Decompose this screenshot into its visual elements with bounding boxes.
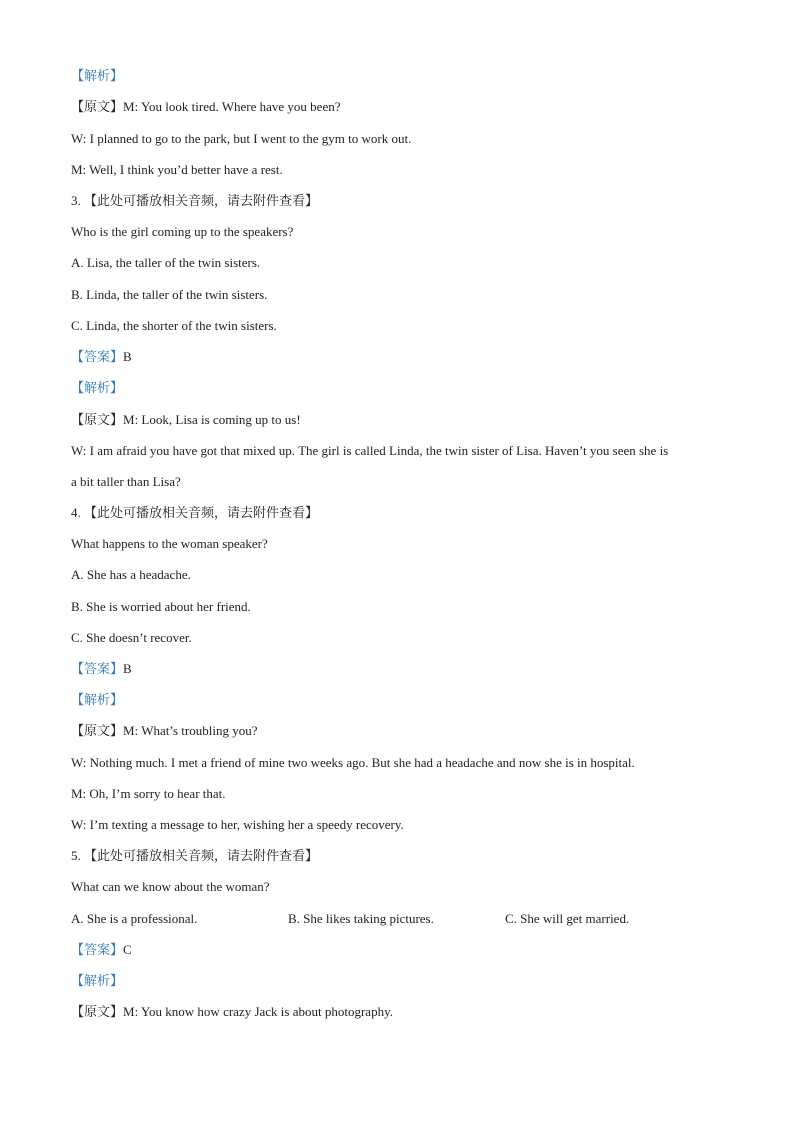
answer-line: 【答案】B [71, 661, 132, 677]
question-5-heading: 5. 【此处可播放相关音频，请去附件查看】 [71, 848, 319, 863]
transcript-line: W: I am afraid you have got that mixed up. The girl is called Linda, the twin sister of Lisa. Haven’t you seen she is [71, 443, 669, 458]
analysis-label: 【解析】 [71, 693, 124, 708]
question-3-option-b: B. Linda, the taller of the twin sisters. [71, 287, 268, 302]
transcript-line: 【原文】M: Look, Lisa is coming up to us! [71, 412, 301, 428]
question-4-option-b: B. She is worried about her friend. [71, 599, 251, 614]
question-3-prompt: Who is the girl coming up to the speakers? [71, 224, 294, 239]
question-5-prompt: What can we know about the woman? [71, 879, 270, 894]
question-4-heading: 4. 【此处可播放相关音频，请去附件查看】 [71, 505, 319, 520]
transcript-line: M: Well, I think you’d better have a rest. [71, 162, 283, 177]
answer-line: 【答案】C [71, 942, 132, 958]
analysis-label: 【解析】 [71, 69, 124, 84]
question-5-option-a: A. She is a professional. [71, 911, 198, 926]
question-4-option-c: C. She doesn’t recover. [71, 630, 192, 645]
question-3-option-a: A. Lisa, the taller of the twin sisters. [71, 255, 261, 270]
transcript-line: W: I’m texting a message to her, wishing her a speedy recovery. [71, 817, 404, 832]
transcript-line: 【原文】M: You look tired. Where have you been? [71, 99, 341, 115]
analysis-label: 【解析】 [71, 381, 124, 396]
transcript-line: W: I planned to go to the park, but I went to the gym to work out. [71, 131, 412, 146]
question-5-option-c: C. She will get married. [505, 911, 630, 926]
question-3-option-c: C. Linda, the shorter of the twin sisters. [71, 318, 277, 333]
transcript-line: M: Oh, I’m sorry to hear that. [71, 786, 226, 801]
question-3-heading: 3. 【此处可播放相关音频，请去附件查看】 [71, 193, 319, 208]
question-4-prompt: What happens to the woman speaker? [71, 536, 268, 551]
question-4-option-a: A. She has a headache. [71, 567, 191, 582]
transcript-line: a bit taller than Lisa? [71, 474, 181, 489]
transcript-line: 【原文】M: You know how crazy Jack is about photography. [71, 1004, 393, 1020]
question-5-option-b: B. She likes taking pictures. [288, 911, 434, 926]
answer-line: 【答案】B [71, 349, 132, 365]
analysis-label: 【解析】 [71, 974, 124, 989]
transcript-line: W: Nothing much. I met a friend of mine two weeks ago. But she had a headache and now she is in hospital. [71, 755, 635, 770]
transcript-line: 【原文】M: What’s troubling you? [71, 723, 258, 739]
